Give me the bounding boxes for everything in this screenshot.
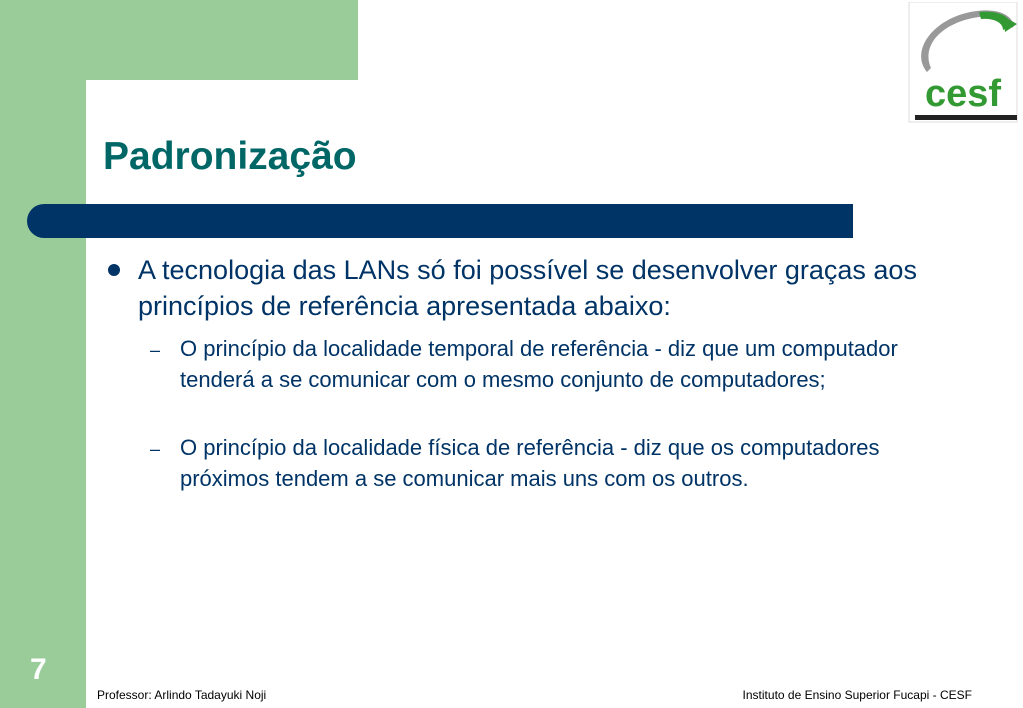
footer-author: Professor: Arlindo Tadayuki Noji bbox=[97, 688, 267, 702]
bullet-dot-icon bbox=[108, 264, 120, 276]
dash-marker-icon: – bbox=[150, 439, 161, 459]
page-number: 7 bbox=[30, 653, 47, 686]
dash-marker-icon: – bbox=[150, 340, 161, 360]
logo-text: cesf bbox=[924, 73, 1002, 115]
slide-title: Padronização bbox=[103, 135, 357, 178]
footer-institution: Instituto de Ensino Superior Fucapi - CESF bbox=[742, 688, 972, 702]
sub-bullet-text: O princípio da localidade temporal de referência - diz que um computador tenderá a se comunicar com o mesmo conjunto de computadores; bbox=[180, 336, 898, 392]
sub-bullet-text: O princípio da localidade física de referência - diz que os computadores próximos tendem a se comunicar mais uns com os outros. bbox=[180, 435, 880, 491]
bullet-text: A tecnologia das LANs só foi possível se desenvolver graças aos princípios de referência apresentada abaixo: bbox=[138, 255, 917, 321]
